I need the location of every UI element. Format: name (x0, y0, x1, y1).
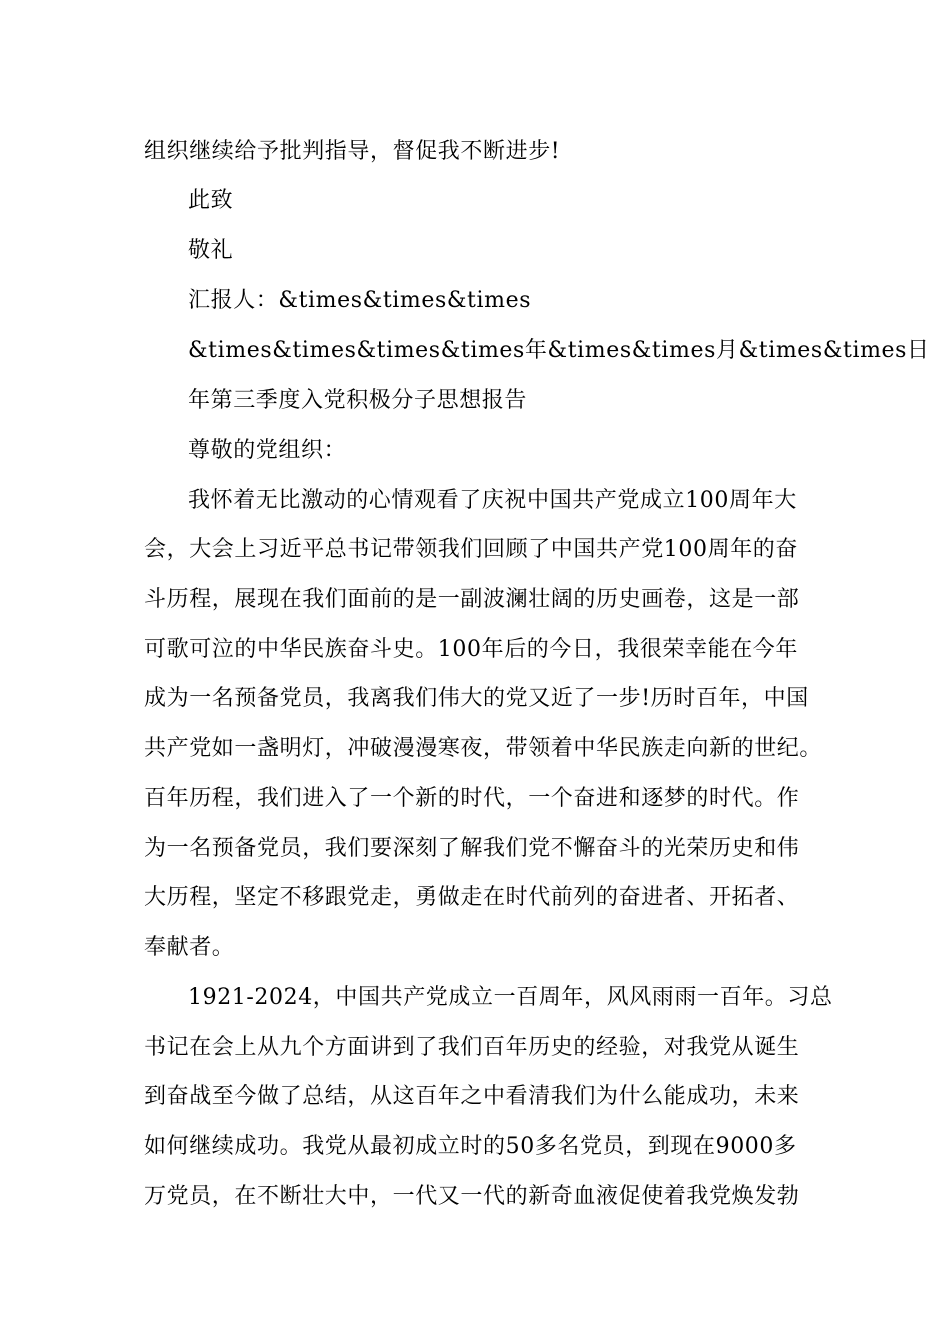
greeting-line: 尊敬的党组织： (188, 438, 347, 463)
paragraph-line: 共产党如一盏明灯，冲破漫漫寒夜，带领着中华民族走向新的世纪。 (144, 736, 823, 761)
paragraph-line: 1921-2024，中国共产党成立一百周年，风风雨雨一百年。习总 (188, 985, 833, 1010)
paragraph-line: 会，大会上习近平总书记带领我们回顾了中国共产党100周年的奋 (144, 537, 798, 562)
paragraph-line: 万党员，在不断壮大中，一代又一代的新奇血液促使着我党焕发勃 (144, 1184, 800, 1209)
paragraph-line: 成为一名预备党员，我离我们伟大的党又近了一步!历时百年，中国 (144, 686, 809, 711)
date-line: &times&times&times&times年&times&times月&times&times日 (188, 338, 930, 363)
salutation-line: 敬礼 (188, 238, 234, 263)
paragraph-line: 斗历程，展现在我们面前的是一副波澜壮阔的历史画卷，这是一部 (144, 587, 800, 612)
paragraph-line: 百年历程，我们进入了一个新的时代，一个奋进和逐梦的时代。作 (144, 786, 800, 811)
salutation-line: 此致 (188, 188, 234, 213)
paragraph-line: 奉献者。 (144, 935, 235, 960)
text-line: 组织继续给予批判指导，督促我不断进步! (144, 139, 561, 164)
paragraph-line: 为一名预备党员，我们要深刻了解我们党不懈奋斗的光荣历史和伟 (144, 836, 800, 861)
paragraph-line: 大历程，坚定不移跟党走，勇做走在时代前列的奋进者、开拓者、 (144, 885, 800, 910)
paragraph-line: 书记在会上从九个方面讲到了我们百年历史的经验，对我党从诞生 (144, 1035, 800, 1060)
reporter-line: 汇报人：&times&times&times (188, 288, 532, 313)
paragraph-line: 如何继续成功。我党从最初成立时的50多名党员，到现在9000多 (144, 1134, 797, 1159)
paragraph-line: 到奋战至今做了总结，从这百年之中看清我们为什么能成功，未来 (144, 1084, 800, 1109)
paragraph-line: 我怀着无比激动的心情观看了庆祝中国共产党成立100周年大 (188, 488, 797, 513)
paragraph-line: 可歌可泣的中华民族奋斗史。100年后的今日，我很荣幸能在今年 (144, 637, 798, 662)
report-title: 年第三季度入党积极分子思想报告 (188, 388, 528, 413)
